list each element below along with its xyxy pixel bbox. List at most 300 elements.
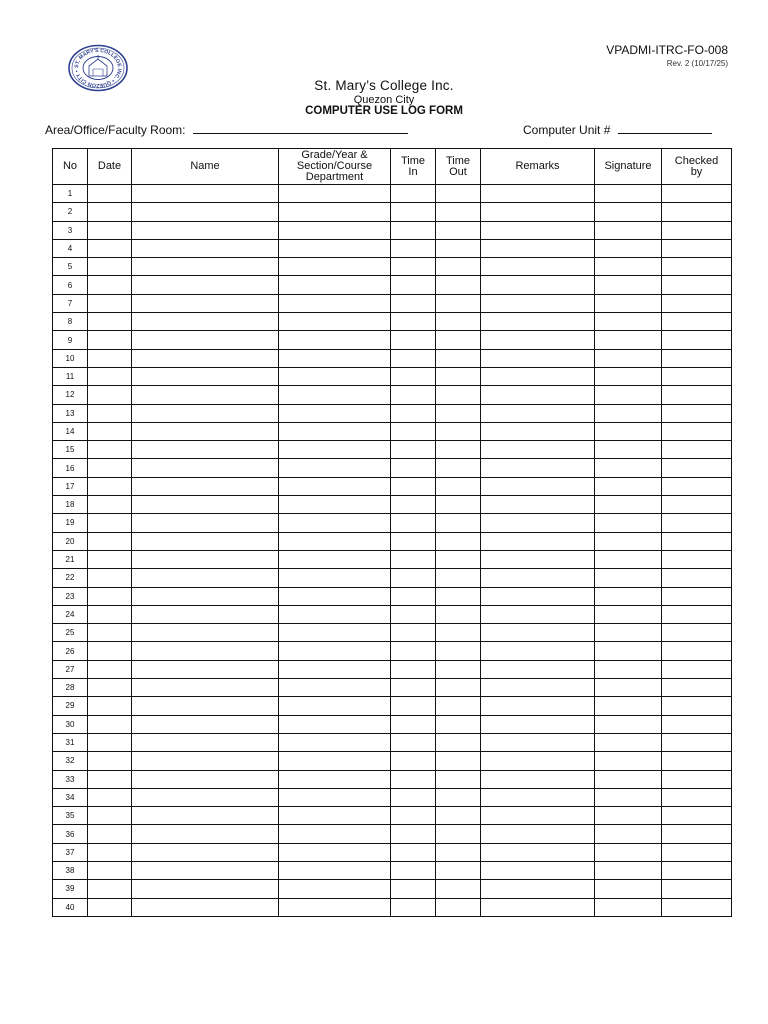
signature-cell[interactable]	[595, 807, 662, 825]
remarks-cell[interactable]	[481, 313, 595, 331]
checked-by-cell[interactable]	[662, 477, 732, 495]
signature-cell[interactable]	[595, 660, 662, 678]
signature-cell[interactable]	[595, 550, 662, 568]
checked-by-cell[interactable]	[662, 404, 732, 422]
date-cell[interactable]	[88, 715, 132, 733]
time-out-cell[interactable]	[436, 221, 481, 239]
name-cell[interactable]	[132, 733, 279, 751]
time-out-cell[interactable]	[436, 514, 481, 532]
checked-by-cell[interactable]	[662, 258, 732, 276]
signature-cell[interactable]	[595, 770, 662, 788]
time-out-cell[interactable]	[436, 550, 481, 568]
checked-by-cell[interactable]	[662, 514, 732, 532]
signature-cell[interactable]	[595, 715, 662, 733]
checked-by-cell[interactable]	[662, 807, 732, 825]
checked-by-cell[interactable]	[662, 843, 732, 861]
signature-cell[interactable]	[595, 404, 662, 422]
date-cell[interactable]	[88, 477, 132, 495]
checked-by-cell[interactable]	[662, 660, 732, 678]
remarks-cell[interactable]	[481, 697, 595, 715]
date-cell[interactable]	[88, 441, 132, 459]
checked-by-cell[interactable]	[662, 825, 732, 843]
remarks-cell[interactable]	[481, 825, 595, 843]
remarks-cell[interactable]	[481, 496, 595, 514]
time-in-cell[interactable]	[391, 239, 436, 257]
grade-cell[interactable]	[279, 422, 391, 440]
time-out-cell[interactable]	[436, 477, 481, 495]
grade-cell[interactable]	[279, 313, 391, 331]
signature-cell[interactable]	[595, 313, 662, 331]
computer-unit-blank[interactable]	[618, 122, 712, 134]
date-cell[interactable]	[88, 276, 132, 294]
signature-cell[interactable]	[595, 258, 662, 276]
time-in-cell[interactable]	[391, 679, 436, 697]
grade-cell[interactable]	[279, 441, 391, 459]
checked-by-cell[interactable]	[662, 441, 732, 459]
signature-cell[interactable]	[595, 880, 662, 898]
time-in-cell[interactable]	[391, 898, 436, 916]
name-cell[interactable]	[132, 715, 279, 733]
date-cell[interactable]	[88, 587, 132, 605]
signature-cell[interactable]	[595, 386, 662, 404]
name-cell[interactable]	[132, 203, 279, 221]
time-out-cell[interactable]	[436, 642, 481, 660]
remarks-cell[interactable]	[481, 843, 595, 861]
time-out-cell[interactable]	[436, 276, 481, 294]
time-out-cell[interactable]	[436, 459, 481, 477]
date-cell[interactable]	[88, 679, 132, 697]
time-in-cell[interactable]	[391, 441, 436, 459]
checked-by-cell[interactable]	[662, 697, 732, 715]
date-cell[interactable]	[88, 825, 132, 843]
date-cell[interactable]	[88, 386, 132, 404]
name-cell[interactable]	[132, 459, 279, 477]
time-in-cell[interactable]	[391, 642, 436, 660]
name-cell[interactable]	[132, 752, 279, 770]
time-out-cell[interactable]	[436, 404, 481, 422]
grade-cell[interactable]	[279, 331, 391, 349]
name-cell[interactable]	[132, 788, 279, 806]
grade-cell[interactable]	[279, 843, 391, 861]
date-cell[interactable]	[88, 861, 132, 879]
time-out-cell[interactable]	[436, 203, 481, 221]
checked-by-cell[interactable]	[662, 496, 732, 514]
signature-cell[interactable]	[595, 514, 662, 532]
time-out-cell[interactable]	[436, 496, 481, 514]
time-in-cell[interactable]	[391, 697, 436, 715]
remarks-cell[interactable]	[481, 422, 595, 440]
date-cell[interactable]	[88, 422, 132, 440]
time-in-cell[interactable]	[391, 422, 436, 440]
remarks-cell[interactable]	[481, 788, 595, 806]
grade-cell[interactable]	[279, 294, 391, 312]
remarks-cell[interactable]	[481, 294, 595, 312]
name-cell[interactable]	[132, 386, 279, 404]
name-cell[interactable]	[132, 404, 279, 422]
remarks-cell[interactable]	[481, 331, 595, 349]
time-out-cell[interactable]	[436, 898, 481, 916]
grade-cell[interactable]	[279, 349, 391, 367]
date-cell[interactable]	[88, 459, 132, 477]
grade-cell[interactable]	[279, 550, 391, 568]
time-in-cell[interactable]	[391, 807, 436, 825]
time-out-cell[interactable]	[436, 386, 481, 404]
date-cell[interactable]	[88, 788, 132, 806]
remarks-cell[interactable]	[481, 367, 595, 385]
checked-by-cell[interactable]	[662, 679, 732, 697]
date-cell[interactable]	[88, 733, 132, 751]
remarks-cell[interactable]	[481, 550, 595, 568]
time-in-cell[interactable]	[391, 386, 436, 404]
name-cell[interactable]	[132, 605, 279, 623]
name-cell[interactable]	[132, 422, 279, 440]
signature-cell[interactable]	[595, 825, 662, 843]
checked-by-cell[interactable]	[662, 367, 732, 385]
remarks-cell[interactable]	[481, 679, 595, 697]
time-out-cell[interactable]	[436, 770, 481, 788]
remarks-cell[interactable]	[481, 861, 595, 879]
signature-cell[interactable]	[595, 788, 662, 806]
time-in-cell[interactable]	[391, 587, 436, 605]
checked-by-cell[interactable]	[662, 422, 732, 440]
date-cell[interactable]	[88, 367, 132, 385]
time-out-cell[interactable]	[436, 679, 481, 697]
date-cell[interactable]	[88, 770, 132, 788]
time-out-cell[interactable]	[436, 422, 481, 440]
date-cell[interactable]	[88, 185, 132, 203]
time-in-cell[interactable]	[391, 569, 436, 587]
date-cell[interactable]	[88, 624, 132, 642]
remarks-cell[interactable]	[481, 239, 595, 257]
date-cell[interactable]	[88, 514, 132, 532]
signature-cell[interactable]	[595, 185, 662, 203]
time-out-cell[interactable]	[436, 239, 481, 257]
signature-cell[interactable]	[595, 898, 662, 916]
remarks-cell[interactable]	[481, 624, 595, 642]
grade-cell[interactable]	[279, 733, 391, 751]
remarks-cell[interactable]	[481, 514, 595, 532]
remarks-cell[interactable]	[481, 203, 595, 221]
name-cell[interactable]	[132, 624, 279, 642]
time-in-cell[interactable]	[391, 660, 436, 678]
date-cell[interactable]	[88, 294, 132, 312]
time-in-cell[interactable]	[391, 459, 436, 477]
grade-cell[interactable]	[279, 861, 391, 879]
name-cell[interactable]	[132, 294, 279, 312]
time-in-cell[interactable]	[391, 825, 436, 843]
checked-by-cell[interactable]	[662, 221, 732, 239]
name-cell[interactable]	[132, 331, 279, 349]
name-cell[interactable]	[132, 880, 279, 898]
area-blank[interactable]	[193, 122, 408, 134]
name-cell[interactable]	[132, 660, 279, 678]
name-cell[interactable]	[132, 898, 279, 916]
remarks-cell[interactable]	[481, 807, 595, 825]
name-cell[interactable]	[132, 349, 279, 367]
signature-cell[interactable]	[595, 496, 662, 514]
date-cell[interactable]	[88, 496, 132, 514]
name-cell[interactable]	[132, 185, 279, 203]
grade-cell[interactable]	[279, 825, 391, 843]
name-cell[interactable]	[132, 642, 279, 660]
time-in-cell[interactable]	[391, 477, 436, 495]
checked-by-cell[interactable]	[662, 386, 732, 404]
name-cell[interactable]	[132, 221, 279, 239]
date-cell[interactable]	[88, 331, 132, 349]
signature-cell[interactable]	[595, 532, 662, 550]
signature-cell[interactable]	[595, 605, 662, 623]
name-cell[interactable]	[132, 367, 279, 385]
signature-cell[interactable]	[595, 642, 662, 660]
signature-cell[interactable]	[595, 422, 662, 440]
time-in-cell[interactable]	[391, 331, 436, 349]
signature-cell[interactable]	[595, 587, 662, 605]
checked-by-cell[interactable]	[662, 203, 732, 221]
time-in-cell[interactable]	[391, 203, 436, 221]
grade-cell[interactable]	[279, 203, 391, 221]
signature-cell[interactable]	[595, 367, 662, 385]
signature-cell[interactable]	[595, 276, 662, 294]
remarks-cell[interactable]	[481, 221, 595, 239]
signature-cell[interactable]	[595, 624, 662, 642]
checked-by-cell[interactable]	[662, 331, 732, 349]
time-in-cell[interactable]	[391, 349, 436, 367]
time-in-cell[interactable]	[391, 733, 436, 751]
remarks-cell[interactable]	[481, 715, 595, 733]
signature-cell[interactable]	[595, 294, 662, 312]
grade-cell[interactable]	[279, 459, 391, 477]
name-cell[interactable]	[132, 807, 279, 825]
checked-by-cell[interactable]	[662, 459, 732, 477]
checked-by-cell[interactable]	[662, 898, 732, 916]
date-cell[interactable]	[88, 898, 132, 916]
time-in-cell[interactable]	[391, 715, 436, 733]
date-cell[interactable]	[88, 313, 132, 331]
grade-cell[interactable]	[279, 624, 391, 642]
signature-cell[interactable]	[595, 679, 662, 697]
time-in-cell[interactable]	[391, 752, 436, 770]
checked-by-cell[interactable]	[662, 605, 732, 623]
name-cell[interactable]	[132, 477, 279, 495]
time-out-cell[interactable]	[436, 349, 481, 367]
remarks-cell[interactable]	[481, 733, 595, 751]
date-cell[interactable]	[88, 807, 132, 825]
checked-by-cell[interactable]	[662, 185, 732, 203]
name-cell[interactable]	[132, 313, 279, 331]
grade-cell[interactable]	[279, 788, 391, 806]
time-out-cell[interactable]	[436, 294, 481, 312]
time-out-cell[interactable]	[436, 313, 481, 331]
checked-by-cell[interactable]	[662, 733, 732, 751]
time-out-cell[interactable]	[436, 660, 481, 678]
remarks-cell[interactable]	[481, 386, 595, 404]
time-in-cell[interactable]	[391, 532, 436, 550]
name-cell[interactable]	[132, 843, 279, 861]
name-cell[interactable]	[132, 861, 279, 879]
grade-cell[interactable]	[279, 185, 391, 203]
time-in-cell[interactable]	[391, 843, 436, 861]
remarks-cell[interactable]	[481, 441, 595, 459]
checked-by-cell[interactable]	[662, 532, 732, 550]
remarks-cell[interactable]	[481, 532, 595, 550]
date-cell[interactable]	[88, 221, 132, 239]
grade-cell[interactable]	[279, 496, 391, 514]
time-out-cell[interactable]	[436, 258, 481, 276]
name-cell[interactable]	[132, 550, 279, 568]
time-in-cell[interactable]	[391, 861, 436, 879]
name-cell[interactable]	[132, 532, 279, 550]
name-cell[interactable]	[132, 514, 279, 532]
checked-by-cell[interactable]	[662, 313, 732, 331]
remarks-cell[interactable]	[481, 587, 595, 605]
checked-by-cell[interactable]	[662, 642, 732, 660]
remarks-cell[interactable]	[481, 660, 595, 678]
time-in-cell[interactable]	[391, 294, 436, 312]
name-cell[interactable]	[132, 569, 279, 587]
time-in-cell[interactable]	[391, 404, 436, 422]
time-in-cell[interactable]	[391, 624, 436, 642]
signature-cell[interactable]	[595, 331, 662, 349]
time-in-cell[interactable]	[391, 496, 436, 514]
remarks-cell[interactable]	[481, 642, 595, 660]
checked-by-cell[interactable]	[662, 276, 732, 294]
time-out-cell[interactable]	[436, 752, 481, 770]
checked-by-cell[interactable]	[662, 770, 732, 788]
time-in-cell[interactable]	[391, 788, 436, 806]
grade-cell[interactable]	[279, 276, 391, 294]
remarks-cell[interactable]	[481, 459, 595, 477]
date-cell[interactable]	[88, 843, 132, 861]
grade-cell[interactable]	[279, 587, 391, 605]
checked-by-cell[interactable]	[662, 550, 732, 568]
grade-cell[interactable]	[279, 898, 391, 916]
grade-cell[interactable]	[279, 880, 391, 898]
date-cell[interactable]	[88, 642, 132, 660]
date-cell[interactable]	[88, 660, 132, 678]
time-out-cell[interactable]	[436, 331, 481, 349]
grade-cell[interactable]	[279, 477, 391, 495]
time-out-cell[interactable]	[436, 825, 481, 843]
signature-cell[interactable]	[595, 843, 662, 861]
grade-cell[interactable]	[279, 386, 391, 404]
time-in-cell[interactable]	[391, 605, 436, 623]
grade-cell[interactable]	[279, 239, 391, 257]
name-cell[interactable]	[132, 679, 279, 697]
checked-by-cell[interactable]	[662, 880, 732, 898]
time-in-cell[interactable]	[391, 221, 436, 239]
grade-cell[interactable]	[279, 605, 391, 623]
signature-cell[interactable]	[595, 349, 662, 367]
grade-cell[interactable]	[279, 752, 391, 770]
grade-cell[interactable]	[279, 514, 391, 532]
date-cell[interactable]	[88, 880, 132, 898]
grade-cell[interactable]	[279, 569, 391, 587]
time-out-cell[interactable]	[436, 441, 481, 459]
time-in-cell[interactable]	[391, 258, 436, 276]
name-cell[interactable]	[132, 276, 279, 294]
remarks-cell[interactable]	[481, 349, 595, 367]
grade-cell[interactable]	[279, 642, 391, 660]
remarks-cell[interactable]	[481, 477, 595, 495]
remarks-cell[interactable]	[481, 752, 595, 770]
checked-by-cell[interactable]	[662, 715, 732, 733]
time-out-cell[interactable]	[436, 697, 481, 715]
time-out-cell[interactable]	[436, 569, 481, 587]
date-cell[interactable]	[88, 258, 132, 276]
grade-cell[interactable]	[279, 697, 391, 715]
time-out-cell[interactable]	[436, 367, 481, 385]
time-in-cell[interactable]	[391, 514, 436, 532]
time-out-cell[interactable]	[436, 880, 481, 898]
time-in-cell[interactable]	[391, 770, 436, 788]
time-out-cell[interactable]	[436, 843, 481, 861]
checked-by-cell[interactable]	[662, 239, 732, 257]
signature-cell[interactable]	[595, 697, 662, 715]
signature-cell[interactable]	[595, 203, 662, 221]
date-cell[interactable]	[88, 203, 132, 221]
name-cell[interactable]	[132, 258, 279, 276]
remarks-cell[interactable]	[481, 404, 595, 422]
signature-cell[interactable]	[595, 752, 662, 770]
time-out-cell[interactable]	[436, 715, 481, 733]
signature-cell[interactable]	[595, 239, 662, 257]
date-cell[interactable]	[88, 532, 132, 550]
remarks-cell[interactable]	[481, 276, 595, 294]
checked-by-cell[interactable]	[662, 569, 732, 587]
remarks-cell[interactable]	[481, 258, 595, 276]
name-cell[interactable]	[132, 587, 279, 605]
time-out-cell[interactable]	[436, 587, 481, 605]
date-cell[interactable]	[88, 550, 132, 568]
checked-by-cell[interactable]	[662, 861, 732, 879]
remarks-cell[interactable]	[481, 770, 595, 788]
name-cell[interactable]	[132, 496, 279, 514]
signature-cell[interactable]	[595, 733, 662, 751]
signature-cell[interactable]	[595, 569, 662, 587]
signature-cell[interactable]	[595, 861, 662, 879]
checked-by-cell[interactable]	[662, 587, 732, 605]
checked-by-cell[interactable]	[662, 788, 732, 806]
remarks-cell[interactable]	[481, 605, 595, 623]
date-cell[interactable]	[88, 569, 132, 587]
time-out-cell[interactable]	[436, 861, 481, 879]
checked-by-cell[interactable]	[662, 349, 732, 367]
time-out-cell[interactable]	[436, 733, 481, 751]
time-in-cell[interactable]	[391, 550, 436, 568]
name-cell[interactable]	[132, 825, 279, 843]
time-in-cell[interactable]	[391, 367, 436, 385]
remarks-cell[interactable]	[481, 880, 595, 898]
time-in-cell[interactable]	[391, 880, 436, 898]
remarks-cell[interactable]	[481, 185, 595, 203]
signature-cell[interactable]	[595, 221, 662, 239]
grade-cell[interactable]	[279, 770, 391, 788]
grade-cell[interactable]	[279, 367, 391, 385]
grade-cell[interactable]	[279, 807, 391, 825]
checked-by-cell[interactable]	[662, 624, 732, 642]
grade-cell[interactable]	[279, 404, 391, 422]
time-out-cell[interactable]	[436, 185, 481, 203]
date-cell[interactable]	[88, 752, 132, 770]
signature-cell[interactable]	[595, 441, 662, 459]
signature-cell[interactable]	[595, 477, 662, 495]
date-cell[interactable]	[88, 605, 132, 623]
time-out-cell[interactable]	[436, 624, 481, 642]
grade-cell[interactable]	[279, 679, 391, 697]
time-out-cell[interactable]	[436, 807, 481, 825]
name-cell[interactable]	[132, 441, 279, 459]
grade-cell[interactable]	[279, 715, 391, 733]
